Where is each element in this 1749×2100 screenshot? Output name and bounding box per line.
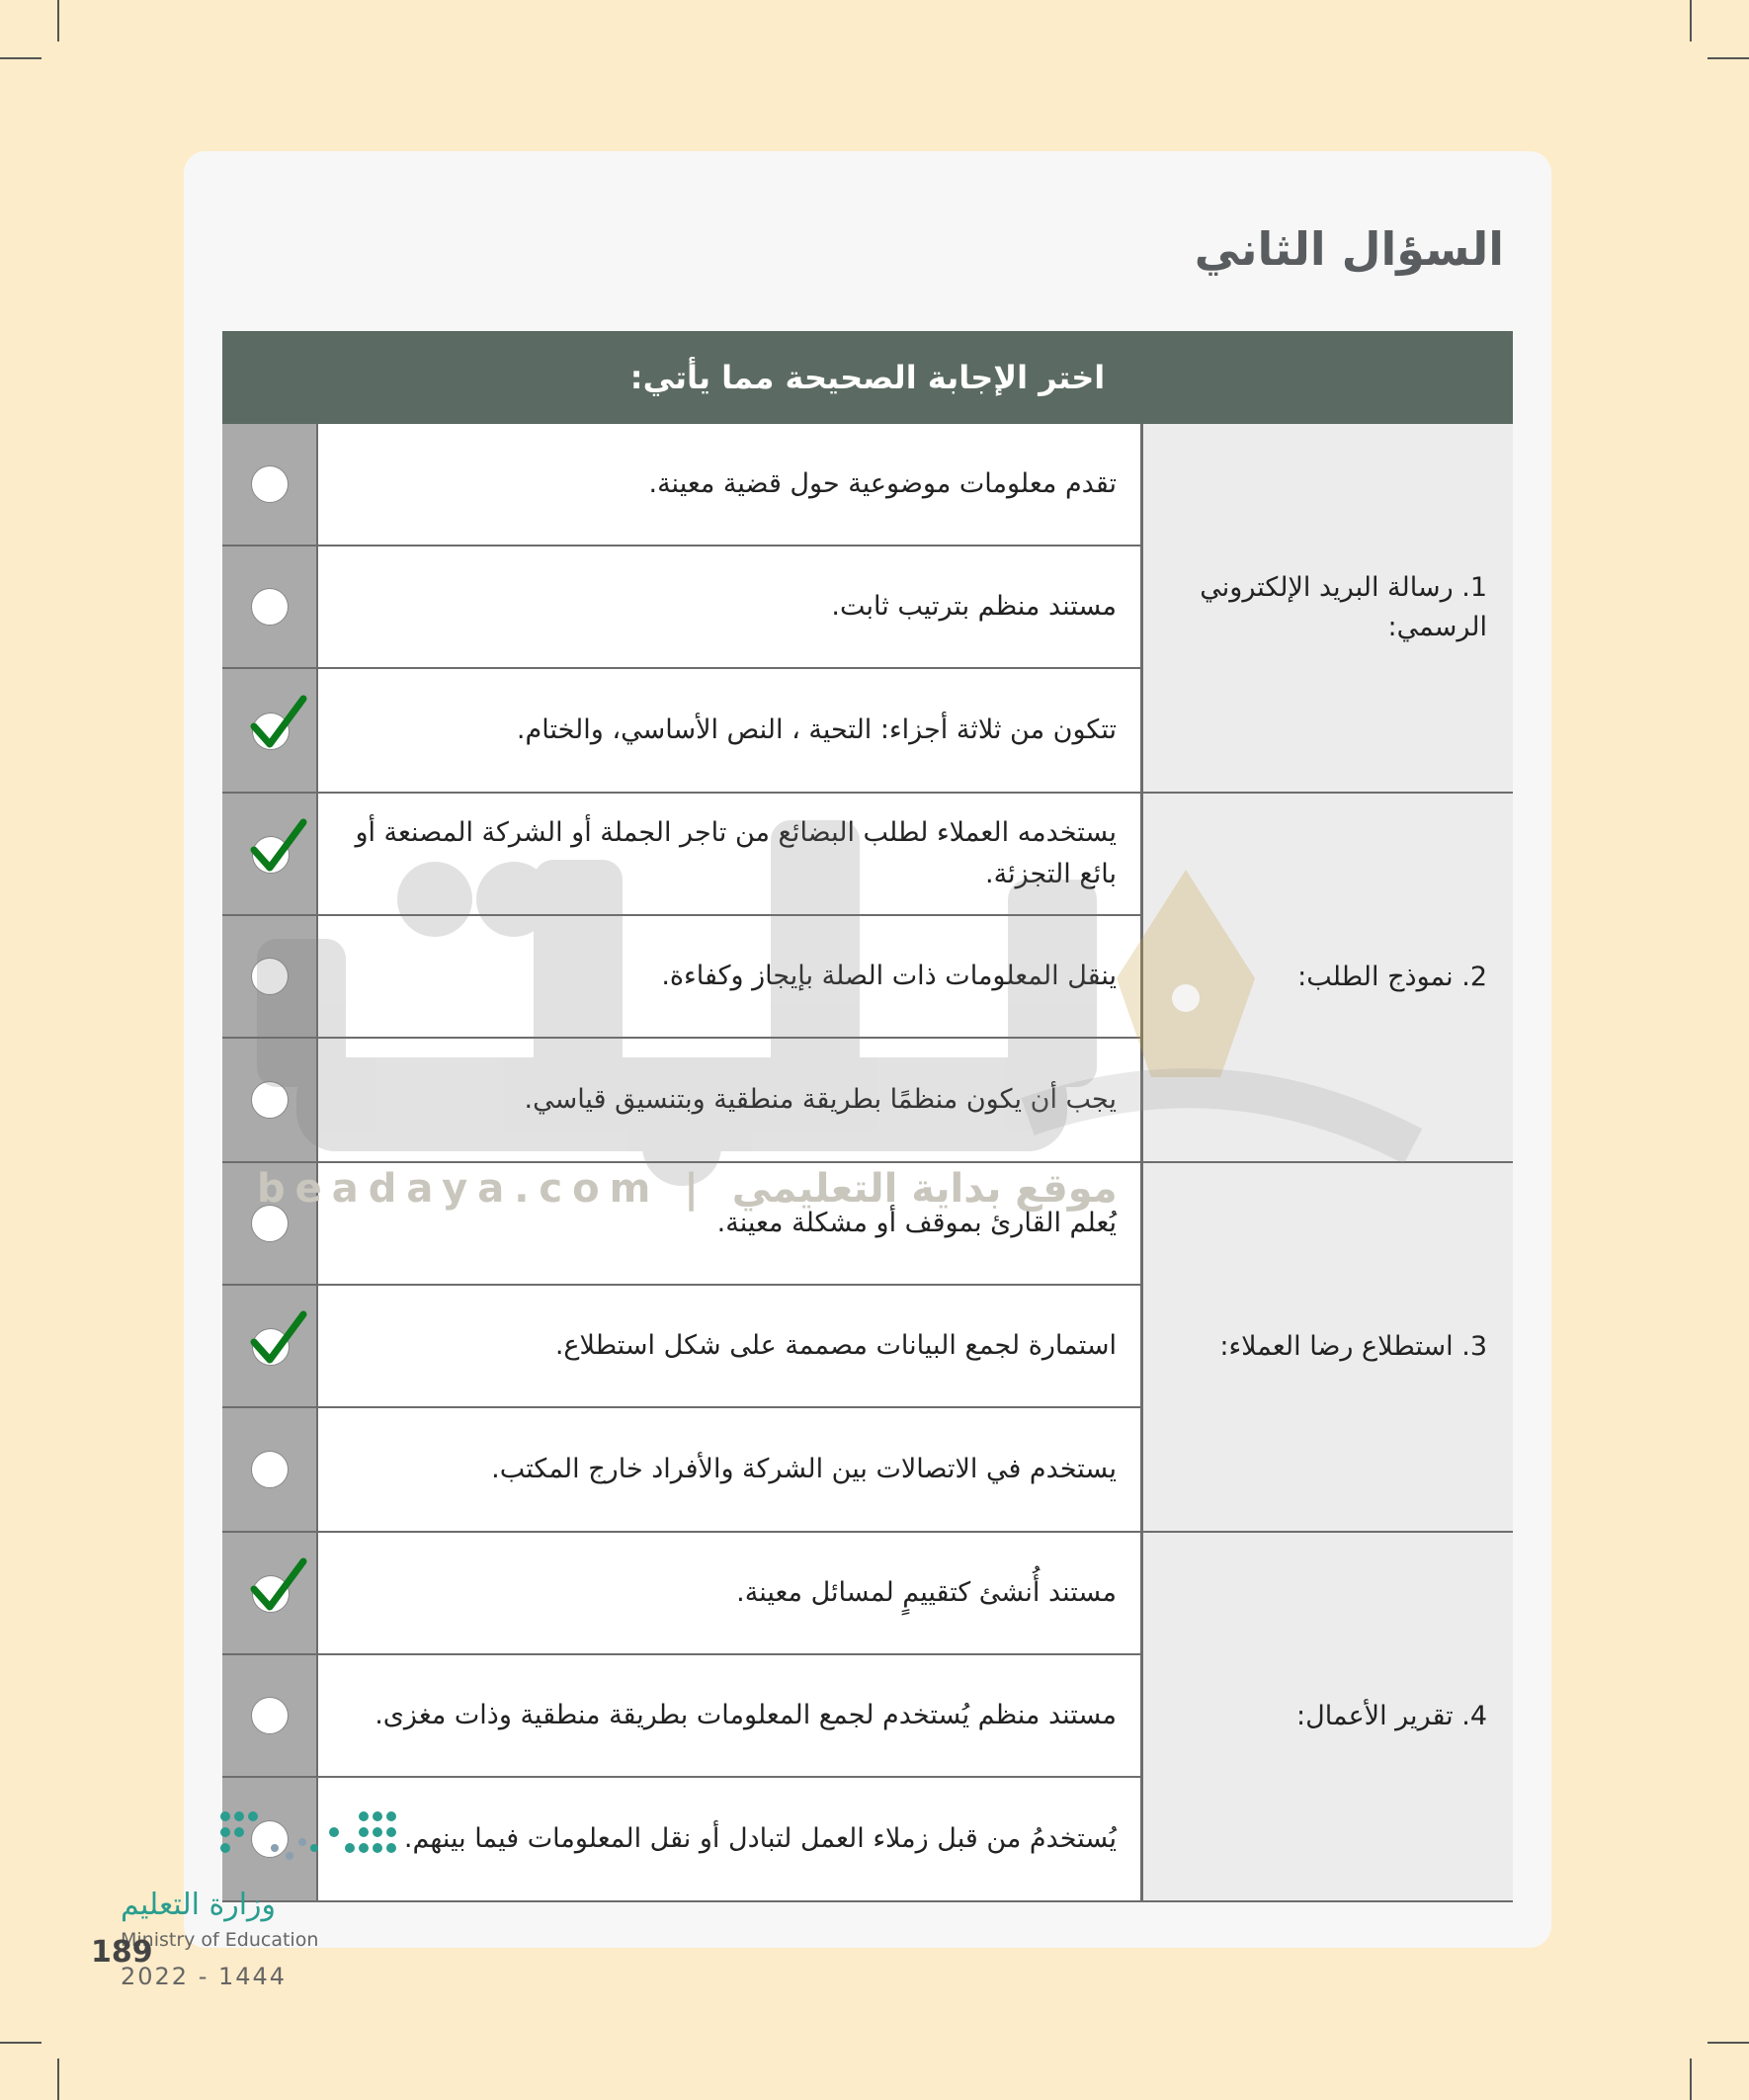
question-groups	[222, 424, 1513, 1902]
option-selector[interactable]	[222, 916, 318, 1037]
option-text: يستخدمه العملاء لطلب البضائع من تاجر الجملة أو الشركة المصنعة أو بائع التجزئة.	[318, 794, 1140, 914]
option-selector[interactable]	[222, 1655, 318, 1776]
option-list	[222, 794, 1140, 1161]
table-header: اختر الإجابة الصحيحة مما يأتي:	[222, 331, 1513, 424]
crop-mark	[0, 2042, 42, 2044]
checkmark-icon	[248, 1555, 307, 1615]
crop-mark	[1690, 2058, 1692, 2100]
year-label: 2022 - 1444	[121, 1963, 288, 1990]
option-text: يستخدم في الاتصالات بين الشركة والأفراد خارج المكتب.	[318, 1408, 1140, 1531]
question-table	[222, 331, 1513, 1902]
option-text: تقدم معلومات موضوعية حول قضية معينة.	[318, 424, 1140, 545]
ministry-logo-icon	[215, 1806, 413, 1866]
crop-mark	[1707, 57, 1749, 59]
option-selector[interactable]	[222, 794, 318, 914]
question-group	[222, 424, 1513, 794]
option-text: مستند منظم بترتيب ثابت.	[318, 546, 1140, 667]
option-text: مستند أُنشئ كتقييمٍ لمسائل معينة.	[318, 1533, 1140, 1653]
option-selector[interactable]	[222, 424, 318, 545]
checkmark-icon	[248, 816, 307, 876]
checked-radio[interactable]	[252, 836, 288, 872]
radio-circle[interactable]	[251, 465, 289, 503]
radio-circle[interactable]	[251, 588, 289, 626]
option-row[interactable]	[222, 1655, 1140, 1778]
radio-circle[interactable]	[251, 1081, 289, 1119]
option-text: تتكون من ثلاثة أجزاء: التحية ، النص الأساسي، والختام.	[318, 669, 1140, 792]
page-title: السؤال الثاني	[1194, 222, 1504, 276]
crop-mark	[57, 2058, 59, 2100]
option-text: يُعلم القارئ بموقف أو مشكلة معينة.	[318, 1163, 1140, 1284]
radio-circle[interactable]	[251, 1451, 289, 1488]
option-row[interactable]	[222, 424, 1140, 546]
option-selector[interactable]	[222, 1533, 318, 1653]
option-text: يُستخدمُ من قبل زملاء العمل لتبادل أو نقل المعلومات فيما بينهم.	[318, 1778, 1140, 1900]
ministry-name-arabic: وزارة التعليم	[121, 1888, 277, 1922]
option-row[interactable]	[222, 916, 1140, 1039]
option-row[interactable]	[222, 794, 1140, 916]
radio-circle[interactable]	[251, 958, 289, 995]
watermark-site-text: beadaya.com | موقع بداية التعليمي	[257, 1166, 1118, 1212]
checked-radio[interactable]	[252, 713, 288, 748]
option-selector[interactable]	[222, 1408, 318, 1531]
crop-mark	[1690, 0, 1692, 42]
crop-mark	[57, 0, 59, 42]
option-list	[222, 1163, 1140, 1531]
option-text: يجب أن يكون منظمًا بطريقة منطقية وبتنسيق قياسي.	[318, 1039, 1140, 1161]
option-row[interactable]	[222, 1286, 1140, 1408]
option-selector[interactable]	[222, 1039, 318, 1161]
option-list	[222, 424, 1140, 792]
checkmark-icon	[248, 693, 307, 752]
option-row[interactable]	[222, 546, 1140, 669]
option-row[interactable]	[222, 1408, 1140, 1531]
question-group	[222, 794, 1513, 1163]
question-label: 1. رسالة البريد الإلكتروني الرسمي:	[1140, 424, 1513, 792]
option-selector[interactable]	[222, 546, 318, 667]
option-selector[interactable]	[222, 669, 318, 792]
option-row[interactable]	[222, 669, 1140, 792]
radio-circle[interactable]	[251, 1697, 289, 1734]
option-text: مستند منظم يُستخدم لجمع المعلومات بطريقة منطقية وذات مغزى.	[318, 1655, 1140, 1776]
question-group	[222, 1163, 1513, 1533]
crop-mark	[0, 57, 42, 59]
question-label: 2. نموذج الطلب:	[1140, 794, 1513, 1161]
question-label: 3. استطلاع رضا العملاء:	[1140, 1163, 1513, 1531]
option-text: ينقل المعلومات ذات الصلة بإيجاز وكفاءة.	[318, 916, 1140, 1037]
option-row[interactable]	[222, 1533, 1140, 1655]
crop-mark	[1707, 2042, 1749, 2044]
checked-radio[interactable]	[252, 1575, 288, 1611]
page-number: 189	[91, 1935, 153, 1970]
question-group	[222, 1533, 1513, 1902]
option-text: استمارة لجمع البيانات مصممة على شكل استطلاع.	[318, 1286, 1140, 1406]
checkmark-icon	[248, 1308, 307, 1368]
question-label: 4. تقرير الأعمال:	[1140, 1533, 1513, 1900]
option-row[interactable]	[222, 1039, 1140, 1161]
ministry-name-english: Ministry of Education	[121, 1929, 319, 1951]
checked-radio[interactable]	[252, 1328, 288, 1364]
option-selector[interactable]	[222, 1286, 318, 1406]
